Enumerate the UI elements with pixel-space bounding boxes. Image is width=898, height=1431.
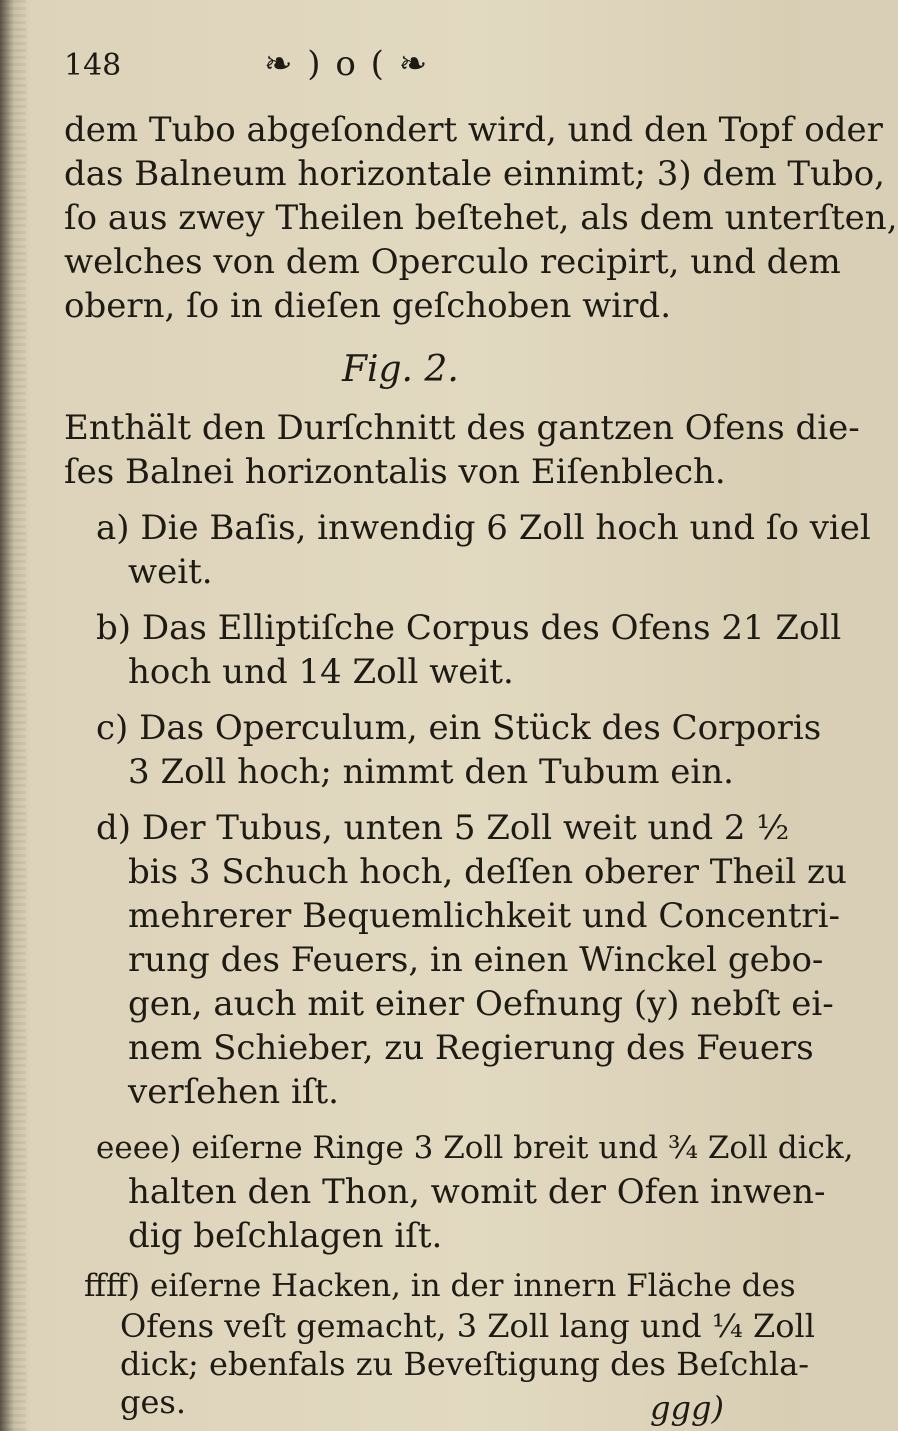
legend-item-d-continued: nem Schieber, zu Regierung des Feuers (128, 1028, 814, 1068)
body-line: ſo aus zwey Theilen beſtehet, als dem unterſten, (64, 198, 898, 238)
body-line: welches von dem Operculo recipirt, und dem (64, 242, 841, 282)
body-line: obern, ſo in dieſen geſchoben wird. (64, 286, 672, 326)
legend-item-d-continued: rung des Feuers, in einen Winckel gebo- (128, 940, 824, 980)
legend-item-eeee-continued: dig beſchlagen iſt. (128, 1216, 443, 1256)
legend-item-c-continued: 3 Zoll hoch; nimmt den Tubum ein. (128, 752, 734, 792)
legend-item-a: a) Die Baſis, inwendig 6 Zoll hoch und ſo viel (96, 508, 871, 548)
page-number: 148 (64, 48, 122, 83)
running-header (64, 44, 764, 94)
legend-item-ffff-continued: ges. (120, 1383, 187, 1421)
figure-intro-line: ſes Balnei horizontalis von Eiſenblech. (64, 452, 726, 492)
body-line: dem Tubo abgeſondert wird, und den Topf oder (64, 110, 883, 150)
legend-item-d-continued: mehrerer Bequemlichkeit und Concentri- (128, 896, 841, 936)
legend-item-ffff: ffff) eiſerne Hacken, in der innern Fläche des (84, 1268, 796, 1304)
figure-caption: Fig. 2. (342, 349, 459, 390)
legend-item-d: d) Der Tubus, unten 5 Zoll weit und 2 ½ (96, 808, 790, 848)
legend-item-eeee: eeee) eiſerne Ringe 3 Zoll breit und ¾ Zoll dick, (96, 1130, 854, 1166)
legend-item-ffff-continued: Ofens veſt gemacht, 3 Zoll lang und ¼ Zoll (120, 1307, 815, 1345)
legend-item-b-continued: hoch und 14 Zoll weit. (128, 652, 514, 692)
legend-item-eeee-continued: halten den Thon, womit der Ofen inwen- (128, 1172, 826, 1212)
legend-item-d-continued: bis 3 Schuch hoch, deſſen oberer Theil zu (128, 852, 847, 892)
header-ornament: ❧ ) o ( ❧ (264, 44, 430, 84)
legend-item-b: b) Das Elliptiſche Corpus des Ofens 21 Zoll (96, 608, 842, 648)
legend-item-a-continued: weit. (128, 552, 213, 592)
body-line: das Balneum horizontale einnimt; 3) dem Tubo, (64, 154, 885, 194)
catchword: ggg) (650, 1389, 724, 1427)
legend-item-c: c) Das Operculum, ein Stück des Corporis (96, 708, 822, 748)
book-spine-shadow (0, 0, 26, 1431)
figure-intro-line: Enthält den Durſchnitt des gantzen Ofens die- (64, 408, 860, 448)
legend-item-d-continued: verſehen iſt. (128, 1072, 339, 1112)
legend-item-ffff-continued: dick; ebenfals zu Beveſtigung des Beſchla- (120, 1345, 810, 1383)
legend-item-d-continued: gen, auch mit einer Oefnung (y) nebſt ei- (128, 984, 834, 1024)
